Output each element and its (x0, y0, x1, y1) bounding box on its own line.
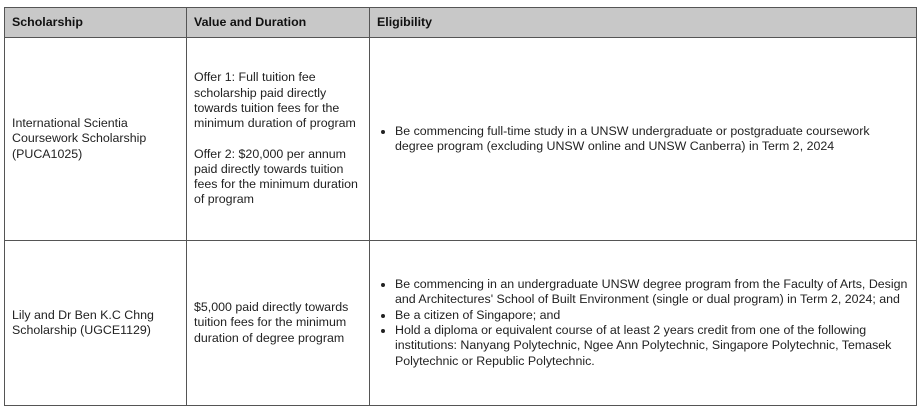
value-offer-1: Offer 1: Full tuition fee scholarship paid directly towards tuition fees for the minimum duration of program (194, 70, 356, 131)
scholarship-name-cell (5, 241, 187, 406)
header-scholarship: Scholarship (5, 8, 187, 38)
value-text: $5,000 paid directly towards tuition fees for the minimum duration of degree program (194, 300, 349, 345)
value-offer-2: Offer 2: $20,000 per annum paid directly towards tuition fees for the minimum duration of program (194, 146, 358, 207)
eligibility-item: • Be commencing full-time study in a UNSW undergraduate or postgraduate coursework degree program (excluding UNSW online and UNSW Canberra) in Term 2, 2024 (395, 124, 909, 155)
table-row (5, 38, 917, 241)
eligibility-cell (370, 38, 917, 241)
eligibility-item: • Be a citizen of Singapore; and (395, 308, 909, 323)
scholarship-name-cell (5, 38, 187, 241)
header-eligibility: Eligibility (370, 8, 917, 38)
eligibility-item: • Hold a diploma or equivalent course of at least 2 years credit from one of the following institutions: Nanyang Polytechnic, Ngee Ann Polytechnic, Singapore Polytechnic, Temasek Polytechnic or Republic Polytechnic. (395, 323, 909, 369)
scholarship-name: Lily and Dr Ben K.C Chng Scholarship (UGCE1129) (12, 307, 154, 337)
eligibility-cell (370, 241, 917, 406)
eligibility-list (377, 277, 909, 369)
table-header-row (5, 8, 917, 38)
eligibility-list (377, 124, 909, 155)
value-duration-cell (187, 38, 370, 241)
header-value-duration: Value and Duration (187, 8, 370, 38)
eligibility-item: • Be commencing in an undergraduate UNSW degree program from the Faculty of Arts, Design and Architectures' School of Built Environment (single or dual program) in Term 2, 2024; and (395, 277, 909, 308)
scholarship-table-container (4, 7, 917, 406)
scholarship-table (4, 7, 917, 406)
value-duration-cell (187, 241, 370, 406)
scholarship-name: International Scientia Coursework Scholarship (PUCA1025) (12, 116, 147, 161)
table-row (5, 241, 917, 406)
